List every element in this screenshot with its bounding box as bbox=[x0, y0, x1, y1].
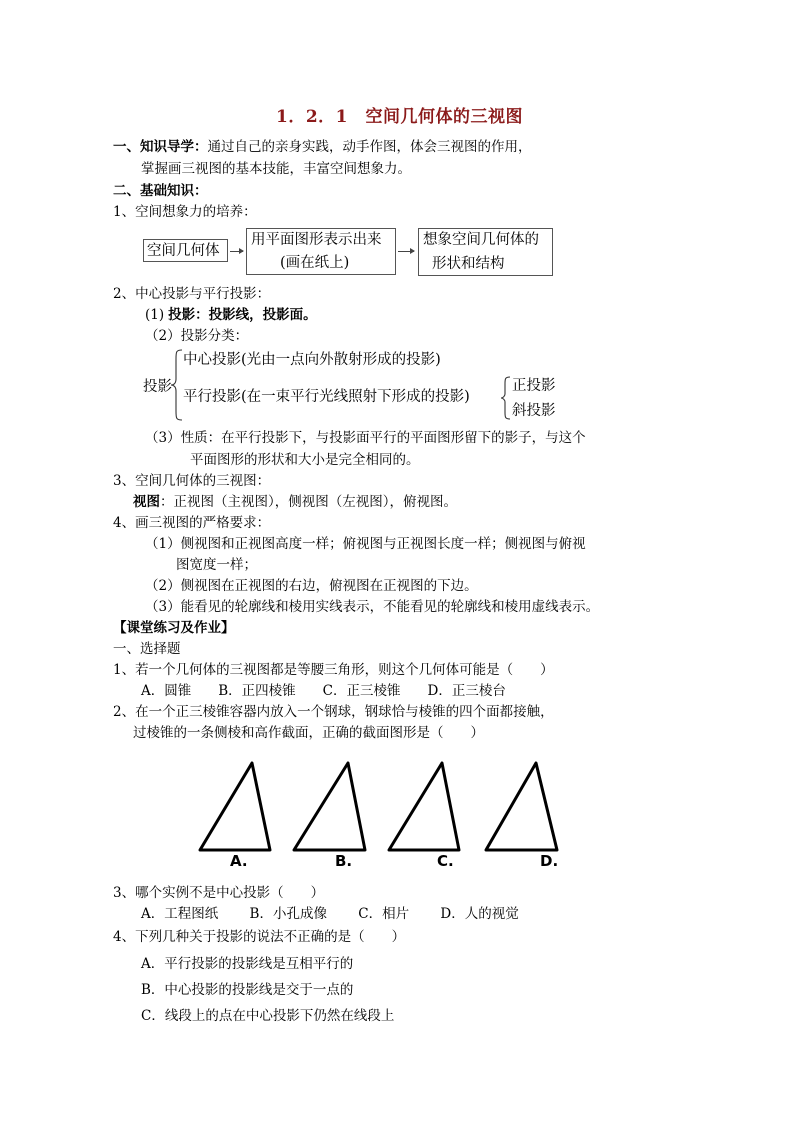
point-3-label: 3、空间几何体的三视图： bbox=[113, 473, 271, 489]
question-1-options: A．圆锥 B．正四棱锥 C．正三棱锥 D．正三棱台 bbox=[141, 683, 506, 699]
point-2-item-1 bbox=[145, 309, 317, 323]
flow-arrow-2 bbox=[398, 251, 414, 252]
question-3: 3、哪个实例不是中心投影（ ） bbox=[113, 885, 325, 901]
left-brace-icon-2 bbox=[500, 376, 512, 420]
flow-box-imagine-text-2: 形状和结构 bbox=[432, 256, 505, 272]
flow-box-plane bbox=[246, 228, 396, 275]
question-2-line-2: 过棱锥的一条侧棱和高作截面，正确的截面图形是（ ） bbox=[133, 725, 484, 741]
triangle-d bbox=[486, 763, 557, 850]
triangle-b bbox=[294, 763, 365, 850]
point-4-rule-1-line-1: （1）侧视图和正视图高度一样；俯视图与正视图长度一样；侧视图与俯视 bbox=[145, 536, 586, 552]
flow-box-plane-text-1: 用平面图形表示出来 bbox=[251, 232, 382, 248]
point-1-label: 1、空间想象力的培养： bbox=[113, 204, 257, 220]
point-2-item-3-line-2: 平面图形的形状和大小是完全相同的。 bbox=[190, 452, 420, 468]
figure-label-b: B. bbox=[335, 852, 353, 870]
point-3-text: ：正视图（主视图），侧视图（左视图），俯视图。 bbox=[160, 494, 457, 510]
question-4: 4、下列几种关于投影的说法不正确的是（ ） bbox=[113, 929, 406, 945]
figure-label-c: C. bbox=[437, 852, 454, 870]
point-3-views bbox=[133, 496, 457, 510]
projection-parallel: 平行投影(在一束平行光线照射下形成的投影) bbox=[183, 389, 470, 405]
question-1: 1、若一个几何体的三视图都是等腰三角形，则这个几何体可能是（ ） bbox=[113, 662, 554, 678]
figure-label-a: A. bbox=[230, 852, 248, 870]
projection-root: 投影 bbox=[143, 379, 172, 395]
triangle-c bbox=[389, 763, 459, 850]
point-2-item-1-text: 投影：投影线，投影面。 bbox=[168, 307, 317, 323]
section-intro-text-1: 通过自己的亲身实践，动手作图，体会三视图的作用， bbox=[207, 139, 532, 155]
question-3-options: A．工程图纸 B．小孔成像 C．相片 D．人的视觉 bbox=[141, 906, 519, 922]
point-4-rule-1-line-2: 图宽度一样； bbox=[176, 557, 257, 573]
flow-box-imagine bbox=[418, 228, 553, 276]
point-3-term: 视图 bbox=[133, 494, 160, 510]
section-intro bbox=[113, 141, 532, 155]
question-4-option-c: C．线段上的点在中心投影下仍然在线段上 bbox=[141, 1008, 395, 1024]
section-intro-heading: 一、知识导学： bbox=[113, 139, 208, 155]
triangle-figures bbox=[190, 755, 570, 855]
point-2-label: 2、中心投影与平行投影： bbox=[113, 286, 271, 302]
projection-central: 中心投影(光由一点向外散射形成的投影) bbox=[183, 352, 441, 368]
point-2-item-2: （2）投影分类： bbox=[145, 328, 249, 344]
question-2-line-1: 2、在一个正三棱锥容器内放入一个钢球，钢球恰与棱锥的四个面都接触， bbox=[113, 704, 554, 720]
projection-oblique: 斜投影 bbox=[512, 403, 556, 419]
exercise-subheading: 一、选择题 bbox=[113, 641, 181, 657]
flow-arrow-1 bbox=[230, 251, 243, 252]
left-brace-icon bbox=[170, 349, 184, 421]
section-intro-text-2: 掌握画三视图的基本技能，丰富空间想象力。 bbox=[141, 161, 411, 177]
flow-box-imagine-text-1: 想象空间几何体的 bbox=[423, 232, 539, 248]
page-title: 1．2．1 空间几何体的三视图 bbox=[276, 107, 523, 127]
triangle-a bbox=[200, 763, 270, 850]
question-4-option-a: A．平行投影的投影线是互相平行的 bbox=[141, 956, 354, 972]
point-4-rule-2: （2）侧视图在正视图的右边，俯视图在正视图的下边。 bbox=[145, 578, 478, 594]
question-4-option-b: B．中心投影的投影线是交于一点的 bbox=[141, 982, 354, 998]
point-2-item-3-line-1: （3）性质：在平行投影下，与投影面平行的平面图形留下的影子，与这个 bbox=[145, 430, 586, 446]
figure-label-d: D. bbox=[540, 852, 559, 870]
projection-orthographic: 正投影 bbox=[512, 378, 556, 394]
point-4-rule-3: （3）能看见的轮廓线和棱用实线表示，不能看见的轮廓线和棱用虚线表示。 bbox=[145, 599, 600, 615]
point-4-label: 4、画三视图的严格要求： bbox=[113, 515, 271, 531]
flow-box-solid-text: 空间几何体 bbox=[147, 243, 220, 259]
point-2-item-1-num: (1) bbox=[145, 307, 165, 323]
section-basics-heading: 二、基础知识： bbox=[113, 183, 208, 199]
flow-box-solid bbox=[143, 239, 228, 262]
flow-box-plane-text-2: (画在纸上) bbox=[280, 255, 350, 271]
exercise-heading: 【课堂练习及作业】 bbox=[113, 620, 235, 636]
